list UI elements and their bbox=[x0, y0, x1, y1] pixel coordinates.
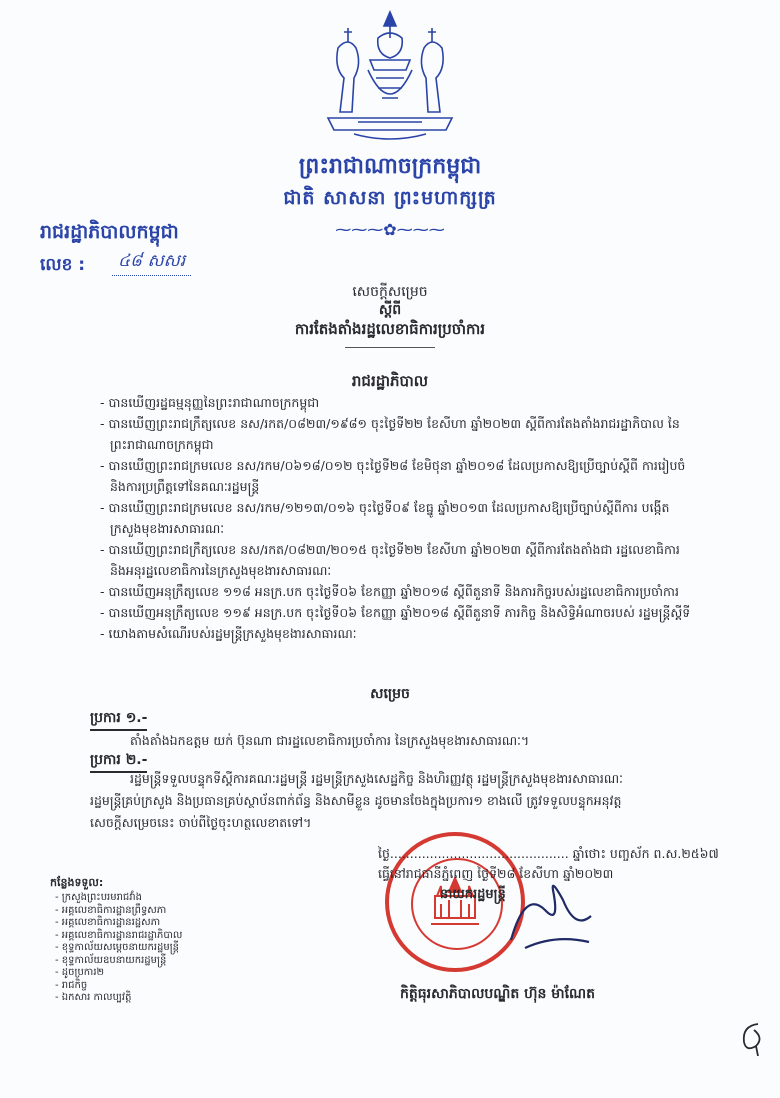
recipients-list bbox=[55, 892, 182, 1005]
consideration-item: - បានឃើញរដ្ឋធម្មនុញ្ញនៃព្រះរាជាណាចក្រកម្ពុជា bbox=[100, 395, 320, 410]
recipient-item: - ខុទ្ទកាល័យសម្ដេចនាយករដ្ឋមន្ត្រី bbox=[55, 942, 180, 953]
handwritten-signature bbox=[505, 870, 595, 960]
recipient-item: - ខុទ្ទកាល័យឧបនាយករដ្ឋមន្ត្រី bbox=[55, 954, 167, 966]
article-1-label: ប្រការ ១.- bbox=[90, 708, 147, 731]
article-2-line-3: សេចក្ដីសម្រេចនេះ ចាប់ពីថ្ងៃចុះហត្ថលេខាតទៅ។ bbox=[90, 815, 312, 830]
document-number-label: លេខ : bbox=[40, 255, 86, 275]
page-initial-mark bbox=[734, 1018, 768, 1058]
consideration-item: - បានឃើញព្រះរាជក្រឹត្យលេខ នស/រកត/០៨២៣/១៩៨១ ចុះថ្ងៃទី២២ ខែសីហា ឆ្នាំ២០២៣ ស្ដីពីការតែងតាំងរាជរដ្ឋាភិបាល នៃព្រះរាជាណាចក្រកម្ពុជា bbox=[100, 416, 680, 452]
recipients-label: កន្លែងទទួល: bbox=[50, 876, 104, 889]
recipient-item: - អគ្គលេខាធិការដ្ឋានព្រឹទ្ធសភា bbox=[55, 904, 167, 916]
article-1-text: តាំងតាំងឯកឧត្តម យក់ ប៊ុនណា ជារដ្ឋលេខាធិការប្រចាំការ នៃក្រសួងមុខងារសាធារណៈ។ bbox=[130, 733, 530, 748]
considerations-list bbox=[100, 392, 700, 644]
place-date-line: ធ្វើនៅរាជធានីភ្នំពេញ ថ្ងៃទី២៨ ខែសីហា ឆ្នាំ២០២៣ bbox=[378, 866, 614, 881]
recipient-item: - អគ្គលេខាធិការដ្ឋានរដ្ឋសភា bbox=[55, 917, 161, 928]
document-type: សេចក្ដីសម្រេច bbox=[352, 284, 428, 300]
decision-heading: សម្រេច bbox=[370, 686, 410, 702]
kingdom-title: ព្រះរាជាណាចក្រកម្ពុជា bbox=[298, 154, 482, 179]
consideration-item: - បានឃើញព្រះរាជក្រឹត្យលេខ នស/រកត/០៨២៣/២០១៥ ចុះថ្ងៃទី២២ ខែសីហា ឆ្នាំ២០២៣ ស្ដីពីការតែងតាំងជា រដ្ឋលេខាធិការ និងអនុរដ្ឋលេខាធិការនៃក្រសួងមុខងារសាធារណៈ bbox=[100, 542, 680, 578]
recipient-item: - ក្រសួងព្រះបរមរាជវាំង bbox=[55, 892, 142, 903]
government-heading: រាជរដ្ឋាភិបាល bbox=[351, 372, 429, 390]
signatory-title: នាយករដ្ឋមន្ត្រី bbox=[440, 887, 506, 902]
issuing-authority: រាជរដ្ឋាភិបាលកម្ពុជា bbox=[40, 221, 179, 243]
header-ornament: ⁓⁓⁓✿⁓⁓⁓ bbox=[335, 220, 445, 239]
consideration-item: - បានឃើញព្រះរាជក្រមលេខ នស/រកម/០៦១៨/០១២ ចុះថ្ងៃទី២៨ ខែមិថុនា ឆ្នាំ២០១៨ ដែលប្រកាសឱ្យប្រើច្បាប់ស្ដីពី ការរៀបចំ និងការប្រព្រឹត្តទៅនៃគណៈរដ្ឋមន្ត្រី bbox=[100, 458, 686, 494]
national-motto: ជាតិ សាសនា ព្រះមហាក្សត្រ bbox=[283, 187, 497, 209]
document-number-value: ៤៨ សសរ bbox=[112, 250, 191, 276]
recipient-item: - រាជកិច្ច bbox=[55, 979, 88, 991]
document-about: ស្ដីពី bbox=[378, 302, 402, 318]
document-subject: ការតែងតាំងរដ្ឋលេខាធិការប្រចាំការ bbox=[294, 320, 486, 338]
article-2-line-1: រដ្ឋមន្ត្រីទទួលបន្ទុកទីស្ដីការគណៈរដ្ឋមន្ត្រី រដ្ឋមន្ត្រីក្រសួងសេដ្ឋកិច្ច និងហិរញ្ញវត្ថុ រដ្ឋមន្ត្រីក្រសួងមុខងារសាធារណៈ bbox=[130, 771, 623, 786]
royal-coat-of-arms-emblem bbox=[318, 8, 462, 146]
consideration-item: - បានឃើញអនុក្រឹត្យលេខ ១១៨ អនក្រ.បក ចុះថ្ងៃទី០៦ ខែកញ្ញា ឆ្នាំ២០១៨ ស្ដីពីតួនាទី និងភារកិច្ចរបស់រដ្ឋលេខាធិការប្រចាំការ bbox=[100, 584, 679, 599]
recipient-item: - ដូចប្រការ២ bbox=[55, 967, 105, 978]
article-2-line-2: រដ្ឋមន្ត្រីគ្រប់ក្រសួង និងប្រធានគ្រប់ស្ថាប័នពាក់ព័ន្ធ និងសាមីខ្លួន ដូចមានចែងក្នុងប្រការ១ ខាងលើ ត្រូវទទួលបន្ទុកអនុវត្ត bbox=[90, 793, 622, 808]
article-2-label: ប្រការ ២.- bbox=[90, 750, 147, 773]
signatory-name: កិត្តិធុរសាភិបាលបណ្ឌិត ហ៊ុន ម៉ាណែត bbox=[400, 986, 596, 1002]
consideration-item: - យោងតាមសំណើរបស់រដ្ឋមន្ត្រីក្រសួងមុខងារសាធារណៈ bbox=[100, 626, 357, 641]
recipient-item: - ឯកសារ កាលប្បវត្តិ bbox=[55, 992, 132, 1003]
consideration-item: - បានឃើញព្រះរាជក្រមលេខ នស/រកម/១២១៣/០១៦ ចុះថ្ងៃទី០៩ ខែធ្នូ ឆ្នាំ២០១៣ ដែលប្រកាសឱ្យប្រើច្បាប់ស្ដីពីការ បង្កើតក្រសួងមុខងារសាធារណៈ bbox=[100, 500, 670, 536]
recipient-item: - អគ្គលេខាធិការដ្ឋានរាជរដ្ឋាភិបាល bbox=[55, 929, 183, 941]
title-divider bbox=[345, 347, 435, 348]
lunar-date-line: ថ្ងៃ............................................. ឆ្នាំថោះ បញ្ចស័ក ព.ស.២៥៦៧ bbox=[378, 846, 719, 861]
consideration-item: - បានឃើញអនុក្រឹត្យលេខ ១១៩ អនក្រ.បក ចុះថ្ងៃទី០៦ ខែកញ្ញា ឆ្នាំ២០១៨ ស្ដីពីតួនាទី ភារកិច្ច និងសិទ្ធិអំណាចរបស់ រដ្ឋមន្ត្រីស្ដីទី bbox=[100, 605, 691, 620]
